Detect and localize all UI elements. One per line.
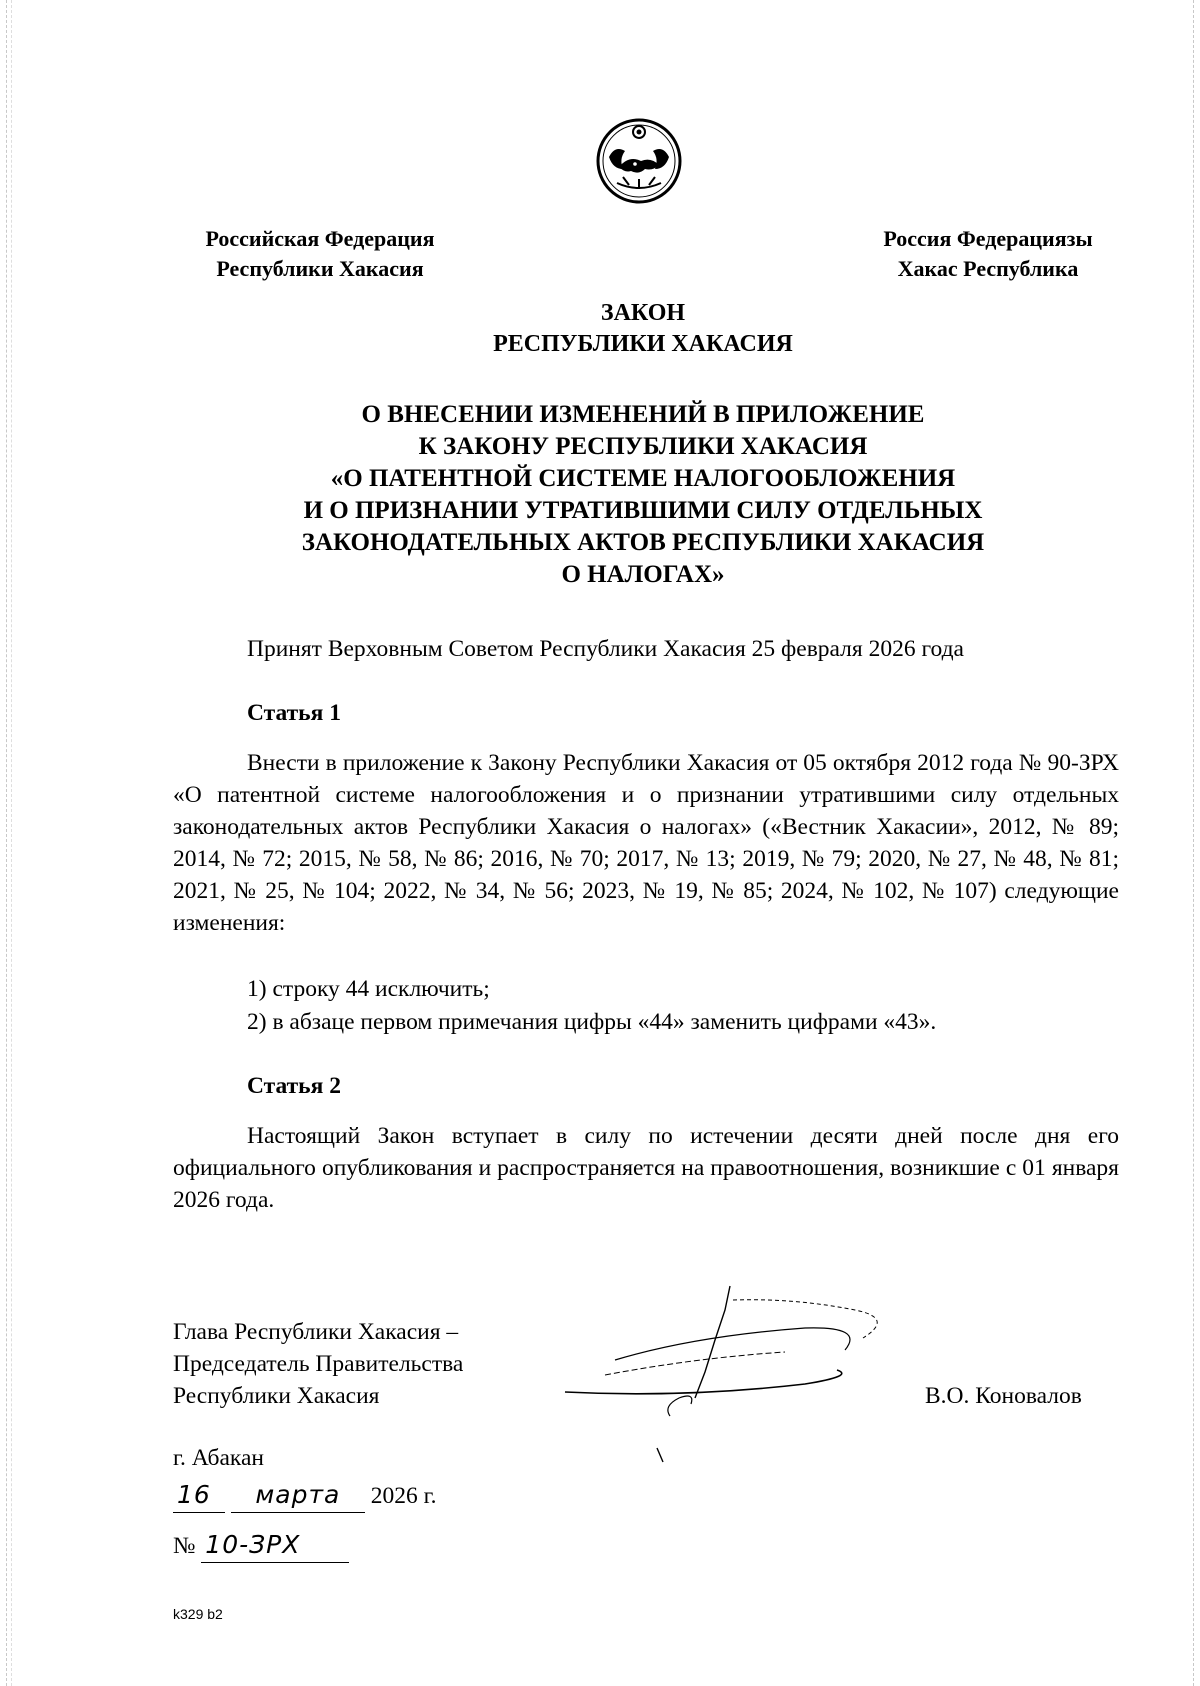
- law-number: [173, 1528, 349, 1563]
- scan-edge-right: [1193, 0, 1194, 1686]
- header-left-line2: Республики Хакасия: [216, 256, 424, 281]
- scan-edge-left-inner: [11, 0, 12, 1686]
- law-subject-line1: О ВНЕСЕНИИ ИЗМЕНЕНИЙ В ПРИЛОЖЕНИЕ: [361, 401, 925, 428]
- law-subject-line5: ЗАКОНОДАТЕЛЬНЫХ АКТОВ РЕСПУБЛИКИ ХАКАСИЯ: [301, 529, 985, 556]
- article-1-text: Внести в приложение к Закону Республики Хакасия от 05 октября 2012 года № 90-ЗРХ «О патентной системе налогообложения и о признании утратившими силу отдельных законодательных актов Республики Хакасия о налогах» («Вестник Хакасии», 2012, № 89; 2014, № 72; 2015, № 58, № 86; 2016, № 70; 2017, № 13; 2019, № 79; 2020, № 27, № 48, № 81; 2021, № 25, № 104; 2022, № 34, № 56; 2023, № 19, № 85; 2024, № 102, № 107) следующие изменения:: [173, 750, 1119, 936]
- signing-date: [173, 1478, 437, 1513]
- signatory-line1: Глава Республики Хакасия –: [173, 1319, 459, 1345]
- adoption-line: Принят Верховным Советом Республики Хакасия 25 февраля 2026 года: [247, 636, 964, 662]
- law-number-handwritten: 10-ЗРХ: [201, 1528, 349, 1563]
- law-title-line1: ЗАКОН: [600, 300, 686, 326]
- place-of-signing: г. Абакан: [173, 1445, 264, 1471]
- date-month-handwritten: марта: [231, 1478, 365, 1513]
- handwritten-signature: [545, 1280, 955, 1470]
- article-2-text: Настоящий Закон вступает в силу по истечении десяти дней после дня его официального опубликования и распространяется на правоотношения, возникшие с 01 января 2026 года.: [173, 1123, 1119, 1213]
- header-left-line1: Российская Федерация: [205, 226, 435, 251]
- document-code: k329 b2: [173, 1606, 223, 1622]
- header-right-line1: Россия Федерациязы: [883, 226, 1093, 251]
- date-year: 2026 г.: [370, 1483, 437, 1509]
- law-subject-line4: И О ПРИЗНАНИИ УТРАТИВШИМИ СИЛУ ОТДЕЛЬНЫХ: [303, 497, 983, 524]
- law-subject-line2: К ЗАКОНУ РЕСПУБЛИКИ ХАКАСИЯ: [418, 433, 868, 460]
- signatory-line3: Республики Хакасия: [173, 1383, 380, 1409]
- article-2-heading: Статья 2: [247, 1073, 341, 1099]
- coat-of-arms-emblem-icon: [595, 117, 683, 205]
- signatory-name: В.О. Коновалов: [925, 1383, 1082, 1409]
- law-subject-line6: О НАЛОГАХ»: [561, 561, 725, 588]
- law-number-prefix: №: [173, 1533, 196, 1559]
- date-day-handwritten: 16: [173, 1478, 225, 1513]
- law-title: [170, 298, 1116, 360]
- signatory-line2: Председатель Правительства: [173, 1351, 464, 1377]
- article-1-heading: Статья 1: [247, 700, 341, 726]
- header-right-line2: Хакас Республика: [897, 256, 1079, 281]
- signatory-title: [173, 1316, 463, 1412]
- header-right: [838, 224, 1138, 284]
- law-title-line2: РЕСПУБЛИКИ ХАКАСИЯ: [493, 331, 793, 357]
- article-1-item-2: 2) в абзаце первом примечания цифры «44» заменить цифрами «43».: [247, 1009, 937, 1035]
- law-subject: [170, 399, 1116, 591]
- law-subject-line3: «О ПАТЕНТНОЙ СИСТЕМЕ НАЛОГООБЛОЖЕНИЯ: [330, 465, 956, 492]
- header-left: [170, 224, 470, 284]
- article-1-item-1: 1) строку 44 исключить;: [247, 976, 490, 1002]
- scan-edge-left: [6, 0, 7, 1686]
